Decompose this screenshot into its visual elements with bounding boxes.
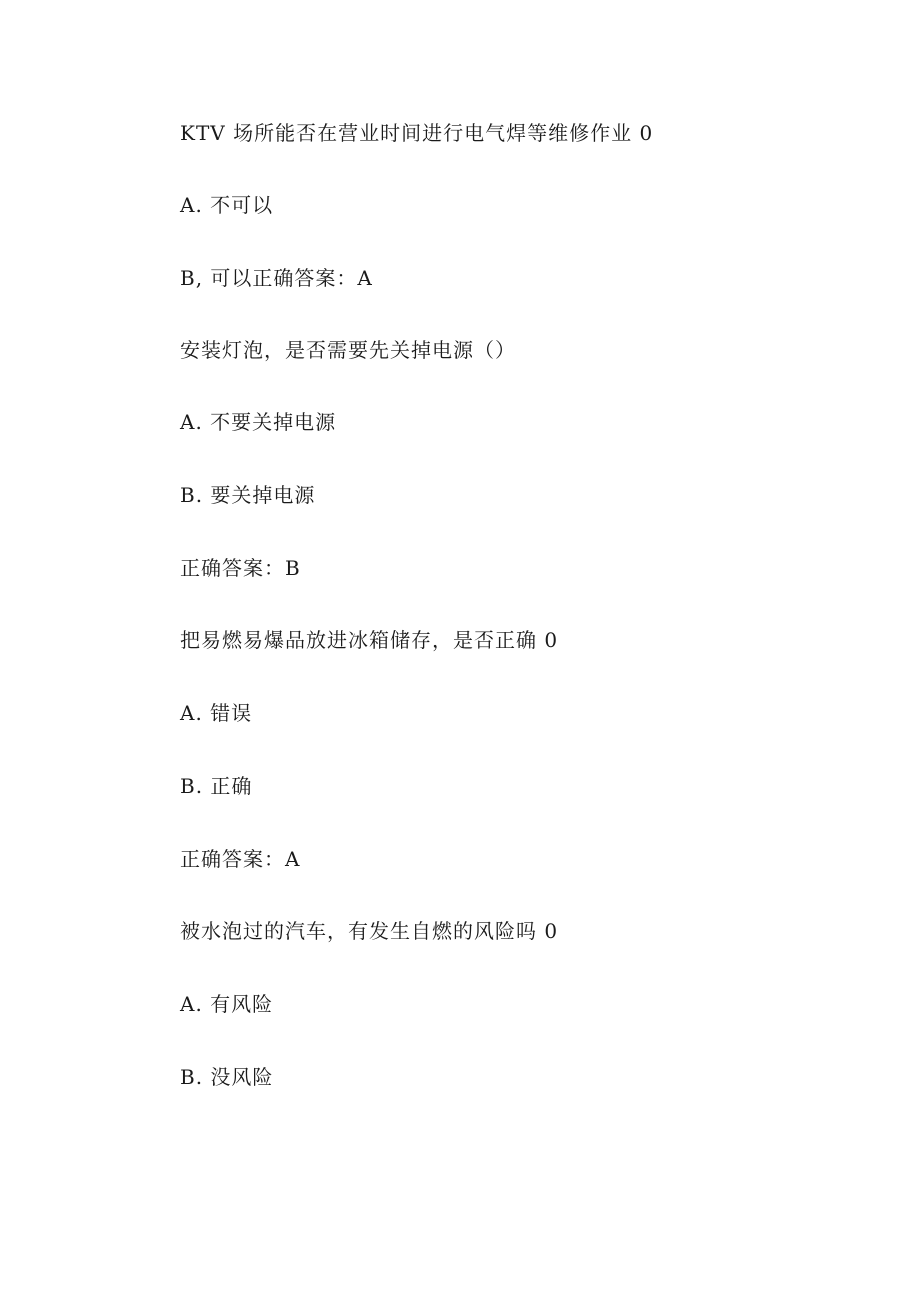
question-2-text: 安装灯泡，是否需要先关掉电源（） <box>180 338 516 362</box>
question-3-option-a: A. 错误 <box>180 701 253 725</box>
question-1-option-a: A. 不可以 <box>180 193 274 217</box>
question-1-option-b-answer: B, 可以正确答案：A <box>180 266 373 290</box>
question-4-option-b: B. 没风险 <box>180 1065 274 1089</box>
question-4-option-a: A. 有风险 <box>180 992 274 1016</box>
question-3-text: 把易燃易爆品放进冰箱储存，是否正确 0 <box>180 628 559 652</box>
question-2-option-b: B. 要关掉电源 <box>180 483 316 507</box>
question-2-answer: 正确答案：B <box>180 556 301 580</box>
question-1-text: KTV 场所能否在营业时间进行电气焊等维修作业 0 <box>180 121 654 145</box>
question-4-text: 被水泡过的汽车，有发生自燃的风险吗 0 <box>180 919 559 943</box>
question-3-answer: 正确答案：A <box>180 847 301 871</box>
question-3-option-b: B. 正确 <box>180 774 253 798</box>
question-2-option-a: A. 不要关掉电源 <box>180 410 337 434</box>
